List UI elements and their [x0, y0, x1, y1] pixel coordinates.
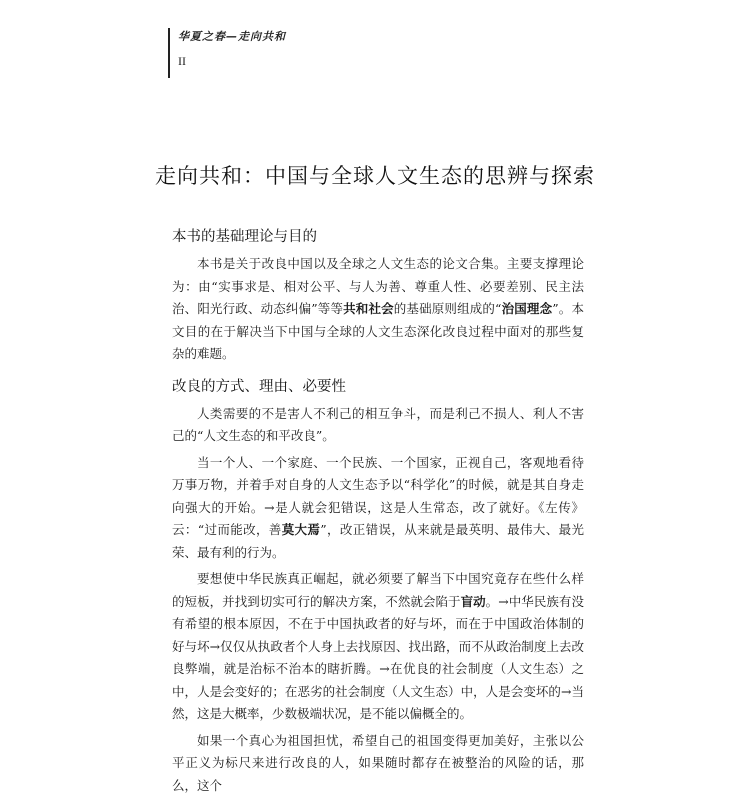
text-run: ”。本文目的在于解决当下中国与全球的人文生态深化改良过程中面对的那些复杂的难题。	[172, 301, 584, 361]
text-run: ”，改正错误，从来就是最英明、最伟大、最光荣、最有利的行为。	[172, 522, 584, 560]
paragraph	[172, 253, 584, 366]
body-text	[172, 226, 584, 801]
bold-term: 盲动	[460, 593, 486, 609]
chapter-title: 走向共和：中国与全球人文生态的思辨与探索	[155, 164, 595, 188]
section-heading-foundation: 本书的基础理论与目的	[172, 229, 317, 245]
paragraph	[172, 452, 584, 565]
paragraph: 如果一个真心为祖国担忧，希望自己的祖国变得更加美好，主张以公平正义为标尺来进行改良的人，如果随时都存在被整治的风险的话，那么，这个	[172, 732, 584, 793]
bold-term: 共和社会	[343, 301, 394, 316]
page-number: II	[178, 54, 186, 68]
running-title: 华夏之春—走向共和	[178, 30, 286, 43]
text-run: 的基础原则组成的“	[393, 301, 502, 316]
paragraph: 人类需要的不是害人不利己的相互争斗，而是利己不损人、利人不害己的“人文生态的和平改良”。	[172, 405, 584, 443]
running-head	[168, 28, 286, 78]
text-run: 本书是关于改良中国以及全球之人文生态的论文合集。主要支撑理论为：由“实事求是、相对公平、与人为善、尊重人性、必要差别、民主法治、阳光行政、动态纠偏”等等	[172, 256, 584, 316]
paragraph	[172, 568, 584, 726]
section-heading-reform: 改良的方式、理由、必要性	[172, 378, 346, 395]
text-run: 当一个人、一个家庭、一个民族、一个国家，正视自己，客观地看待万事万物，并着手对自身的人文生态予以“科学化”的时候，就是其自身走向强大的开始。→是人就会犯错误，这是人生常态，改了就好。《左传》云：“过而能改，善	[172, 454, 584, 537]
bold-term: 莫大焉	[281, 522, 321, 537]
bold-term: 治国理念	[501, 301, 553, 316]
text-run: 要想使中华民族真正崛起，就必须要了解当下中国究竟存在些什么样的短板，并找到切实可行的解决方案，不然就会陷于	[172, 571, 584, 609]
text-run: 。→中华民族有没有希望的根本原因，不在于中国执政者的好与坏，而在于中国政治体制的好与坏→仅仅从执政者个人身上去找原因、找出路，而不从政治制度上去改良弊端，就是治标不治本的瞎折腾。→在优良的社会制度（人文生态）之中，人是会变好的；在恶劣的社会制度（人文生态）中，人是会变坏的→当然，这是大概率，少数极端状况，是不能以偏概全的。	[172, 593, 584, 721]
